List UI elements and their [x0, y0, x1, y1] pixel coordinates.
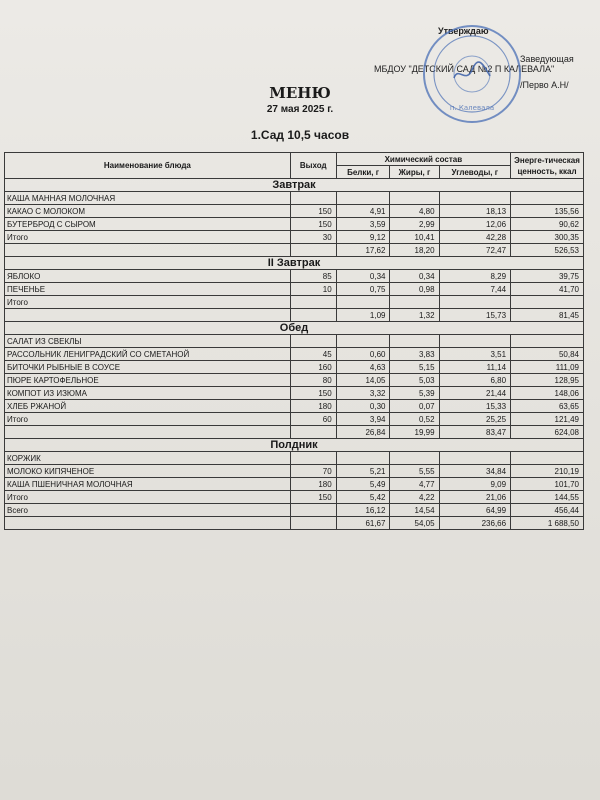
table-row [5, 296, 584, 309]
cell-name: БИТОЧКИ РЫБНЫЕ В СОУСЕ [5, 361, 291, 374]
cell-protein: 0,34 [336, 270, 390, 283]
cell-carbs: 25,25 [439, 413, 511, 426]
approval-position: Заведующая [520, 54, 574, 64]
cell-name: ПЮРЕ КАРТОФЕЛЬНОЕ [5, 374, 291, 387]
stamp-text: п. Калевала [449, 104, 495, 112]
cell-protein: 9,12 [336, 231, 390, 244]
cell-output: 150 [290, 387, 336, 400]
cell-output [290, 335, 336, 348]
cell-carbs [439, 192, 511, 205]
cell-output [290, 517, 336, 530]
section-header [5, 179, 584, 192]
cell-name: Итого [5, 413, 291, 426]
cell-energy: 41,70 [511, 283, 584, 296]
cell-fat: 19,99 [390, 426, 439, 439]
cell-carbs: 83,47 [439, 426, 511, 439]
cell-carbs: 3,51 [439, 348, 511, 361]
table-row [5, 374, 584, 387]
cell-protein: 5,49 [336, 478, 390, 491]
cell-energy: 624,08 [511, 426, 584, 439]
cell-output: 80 [290, 374, 336, 387]
cell-output [290, 309, 336, 322]
cell-energy: 101,70 [511, 478, 584, 491]
cell-fat [390, 452, 439, 465]
cell-protein: 5,21 [336, 465, 390, 478]
cell-protein: 4,91 [336, 205, 390, 218]
cell-output [290, 426, 336, 439]
cell-protein: 0,30 [336, 400, 390, 413]
table-row [5, 387, 584, 400]
cell-carbs: 21,44 [439, 387, 511, 400]
cell-protein [336, 192, 390, 205]
cell-protein [336, 452, 390, 465]
cell-protein: 17,62 [336, 244, 390, 257]
table-row [5, 504, 584, 517]
section-header [5, 439, 584, 452]
cell-fat: 1,32 [390, 309, 439, 322]
table-row [5, 218, 584, 231]
cell-protein: 4,63 [336, 361, 390, 374]
cell-protein: 3,59 [336, 218, 390, 231]
header-carbs: Углеводы, г [439, 166, 511, 179]
cell-output: 60 [290, 413, 336, 426]
cell-carbs: 34,84 [439, 465, 511, 478]
cell-energy [511, 192, 584, 205]
header-protein: Белки, г [336, 166, 390, 179]
cell-fat [390, 192, 439, 205]
cell-energy: 300,35 [511, 231, 584, 244]
cell-energy: 456,44 [511, 504, 584, 517]
header-energy: Энерге-тическая ценность, ккал [511, 153, 584, 179]
cell-energy: 90,62 [511, 218, 584, 231]
table-row [5, 413, 584, 426]
table-row [5, 270, 584, 283]
cell-carbs: 15,33 [439, 400, 511, 413]
header-output: Выход [290, 153, 336, 179]
section-header [5, 257, 584, 270]
table-row [5, 283, 584, 296]
section-title: Завтрак [5, 179, 584, 192]
cell-carbs: 7,44 [439, 283, 511, 296]
cell-protein: 16,12 [336, 504, 390, 517]
cell-energy: 144,55 [511, 491, 584, 504]
table-row [5, 309, 584, 322]
cell-output: 30 [290, 231, 336, 244]
cell-energy: 128,95 [511, 374, 584, 387]
cell-carbs [439, 335, 511, 348]
cell-output: 85 [290, 270, 336, 283]
cell-energy: 81,45 [511, 309, 584, 322]
cell-energy: 50,84 [511, 348, 584, 361]
table-row [5, 452, 584, 465]
cell-energy: 63,65 [511, 400, 584, 413]
cell-carbs: 72,47 [439, 244, 511, 257]
cell-protein [336, 296, 390, 309]
cell-name: Всего [5, 504, 291, 517]
cell-fat: 10,41 [390, 231, 439, 244]
cell-name: Итого [5, 296, 291, 309]
cell-carbs: 64,99 [439, 504, 511, 517]
approval-institution: МБДОУ "ДЕТСКИЙ САД №2 П КАЛЕВАЛА" [374, 64, 555, 74]
cell-output: 45 [290, 348, 336, 361]
table-row [5, 400, 584, 413]
cell-carbs: 236,66 [439, 517, 511, 530]
cell-name: БУТЕРБРОД С СЫРОМ [5, 218, 291, 231]
section-title: Обед [5, 322, 584, 335]
cell-name: КОМПОТ ИЗ ИЗЮМА [5, 387, 291, 400]
cell-name [5, 309, 291, 322]
cell-carbs: 6,80 [439, 374, 511, 387]
approval-name: /Перво А.Н/ [520, 80, 569, 90]
cell-fat: 4,80 [390, 205, 439, 218]
cell-energy [511, 335, 584, 348]
cell-energy: 210,19 [511, 465, 584, 478]
cell-output [290, 192, 336, 205]
cell-fat: 5,15 [390, 361, 439, 374]
cell-name: ЯБЛОКО [5, 270, 291, 283]
cell-output: 180 [290, 400, 336, 413]
header-chem: Химический состав [336, 153, 510, 166]
cell-name [5, 517, 291, 530]
table-row [5, 192, 584, 205]
cell-protein: 26,84 [336, 426, 390, 439]
cell-name: КАКАО С МОЛОКОМ [5, 205, 291, 218]
cell-fat: 5,39 [390, 387, 439, 400]
table-row [5, 205, 584, 218]
cell-energy: 111,09 [511, 361, 584, 374]
table-row [5, 491, 584, 504]
cell-energy: 39,75 [511, 270, 584, 283]
cell-carbs [439, 452, 511, 465]
cell-fat: 5,03 [390, 374, 439, 387]
cell-energy: 148,06 [511, 387, 584, 400]
cell-carbs: 15,73 [439, 309, 511, 322]
cell-output: 70 [290, 465, 336, 478]
cell-fat: 54,05 [390, 517, 439, 530]
cell-protein: 0,75 [336, 283, 390, 296]
cell-name: САЛАТ ИЗ СВЕКЛЫ [5, 335, 291, 348]
cell-output [290, 504, 336, 517]
cell-fat: 0,52 [390, 413, 439, 426]
cell-energy [511, 452, 584, 465]
table-row [5, 517, 584, 530]
group-title: 1.Сад 10,5 часов [250, 128, 350, 142]
cell-fat [390, 296, 439, 309]
table-row [5, 426, 584, 439]
cell-output: 10 [290, 283, 336, 296]
section-header [5, 322, 584, 335]
approval-label: Утверждаю [438, 26, 489, 36]
cell-fat: 4,22 [390, 491, 439, 504]
cell-carbs: 12,06 [439, 218, 511, 231]
cell-fat: 18,20 [390, 244, 439, 257]
cell-fat [390, 335, 439, 348]
page-title: МЕНЮ [269, 84, 331, 102]
cell-protein: 14,05 [336, 374, 390, 387]
table-row [5, 361, 584, 374]
cell-output: 160 [290, 361, 336, 374]
cell-output: 150 [290, 205, 336, 218]
cell-fat: 14,54 [390, 504, 439, 517]
cell-fat: 0,07 [390, 400, 439, 413]
cell-name: МОЛОКО КИПЯЧЕНОЕ [5, 465, 291, 478]
cell-carbs: 8,29 [439, 270, 511, 283]
table-row [5, 231, 584, 244]
cell-fat: 0,98 [390, 283, 439, 296]
cell-fat: 2,99 [390, 218, 439, 231]
cell-fat: 3,83 [390, 348, 439, 361]
cell-energy: 135,56 [511, 205, 584, 218]
cell-carbs: 11,14 [439, 361, 511, 374]
table-row [5, 335, 584, 348]
cell-energy [511, 296, 584, 309]
cell-protein [336, 335, 390, 348]
table-row [5, 478, 584, 491]
cell-name: ПЕЧЕНЬЕ [5, 283, 291, 296]
header-name: Наименование блюда [5, 153, 291, 179]
header-fat: Жиры, г [390, 166, 439, 179]
cell-output [290, 244, 336, 257]
cell-energy: 1 688,50 [511, 517, 584, 530]
cell-name [5, 244, 291, 257]
cell-energy: 526,53 [511, 244, 584, 257]
cell-name [5, 426, 291, 439]
cell-protein: 3,32 [336, 387, 390, 400]
cell-protein: 5,42 [336, 491, 390, 504]
cell-output: 150 [290, 218, 336, 231]
table-row [5, 348, 584, 361]
cell-name: КАША МАННАЯ МОЛОЧНАЯ [5, 192, 291, 205]
cell-name: РАССОЛЬНИК ЛЕНИГРАДСКИЙ СО СМЕТАНОЙ [5, 348, 291, 361]
menu-date: 27 мая 2025 г. [266, 104, 334, 115]
section-title: II Завтрак [5, 257, 584, 270]
cell-fat: 5,55 [390, 465, 439, 478]
cell-protein: 0,60 [336, 348, 390, 361]
cell-energy: 121,49 [511, 413, 584, 426]
section-title: Полдник [5, 439, 584, 452]
table-row [5, 465, 584, 478]
cell-protein: 1,09 [336, 309, 390, 322]
table-row [5, 244, 584, 257]
cell-output [290, 452, 336, 465]
cell-name: ХЛЕБ РЖАНОЙ [5, 400, 291, 413]
cell-carbs: 42,28 [439, 231, 511, 244]
cell-carbs: 21,06 [439, 491, 511, 504]
cell-carbs: 9,09 [439, 478, 511, 491]
cell-fat: 4,77 [390, 478, 439, 491]
menu-table [4, 152, 584, 530]
cell-output: 150 [290, 491, 336, 504]
cell-name: Итого [5, 231, 291, 244]
cell-name: Итого [5, 491, 291, 504]
cell-carbs: 18,13 [439, 205, 511, 218]
cell-output: 180 [290, 478, 336, 491]
cell-fat: 0,34 [390, 270, 439, 283]
cell-protein: 61,67 [336, 517, 390, 530]
cell-protein: 3,94 [336, 413, 390, 426]
cell-carbs [439, 296, 511, 309]
cell-name: КАША ПШЕНИЧНАЯ МОЛОЧНАЯ [5, 478, 291, 491]
cell-name: КОРЖИК [5, 452, 291, 465]
cell-output [290, 296, 336, 309]
